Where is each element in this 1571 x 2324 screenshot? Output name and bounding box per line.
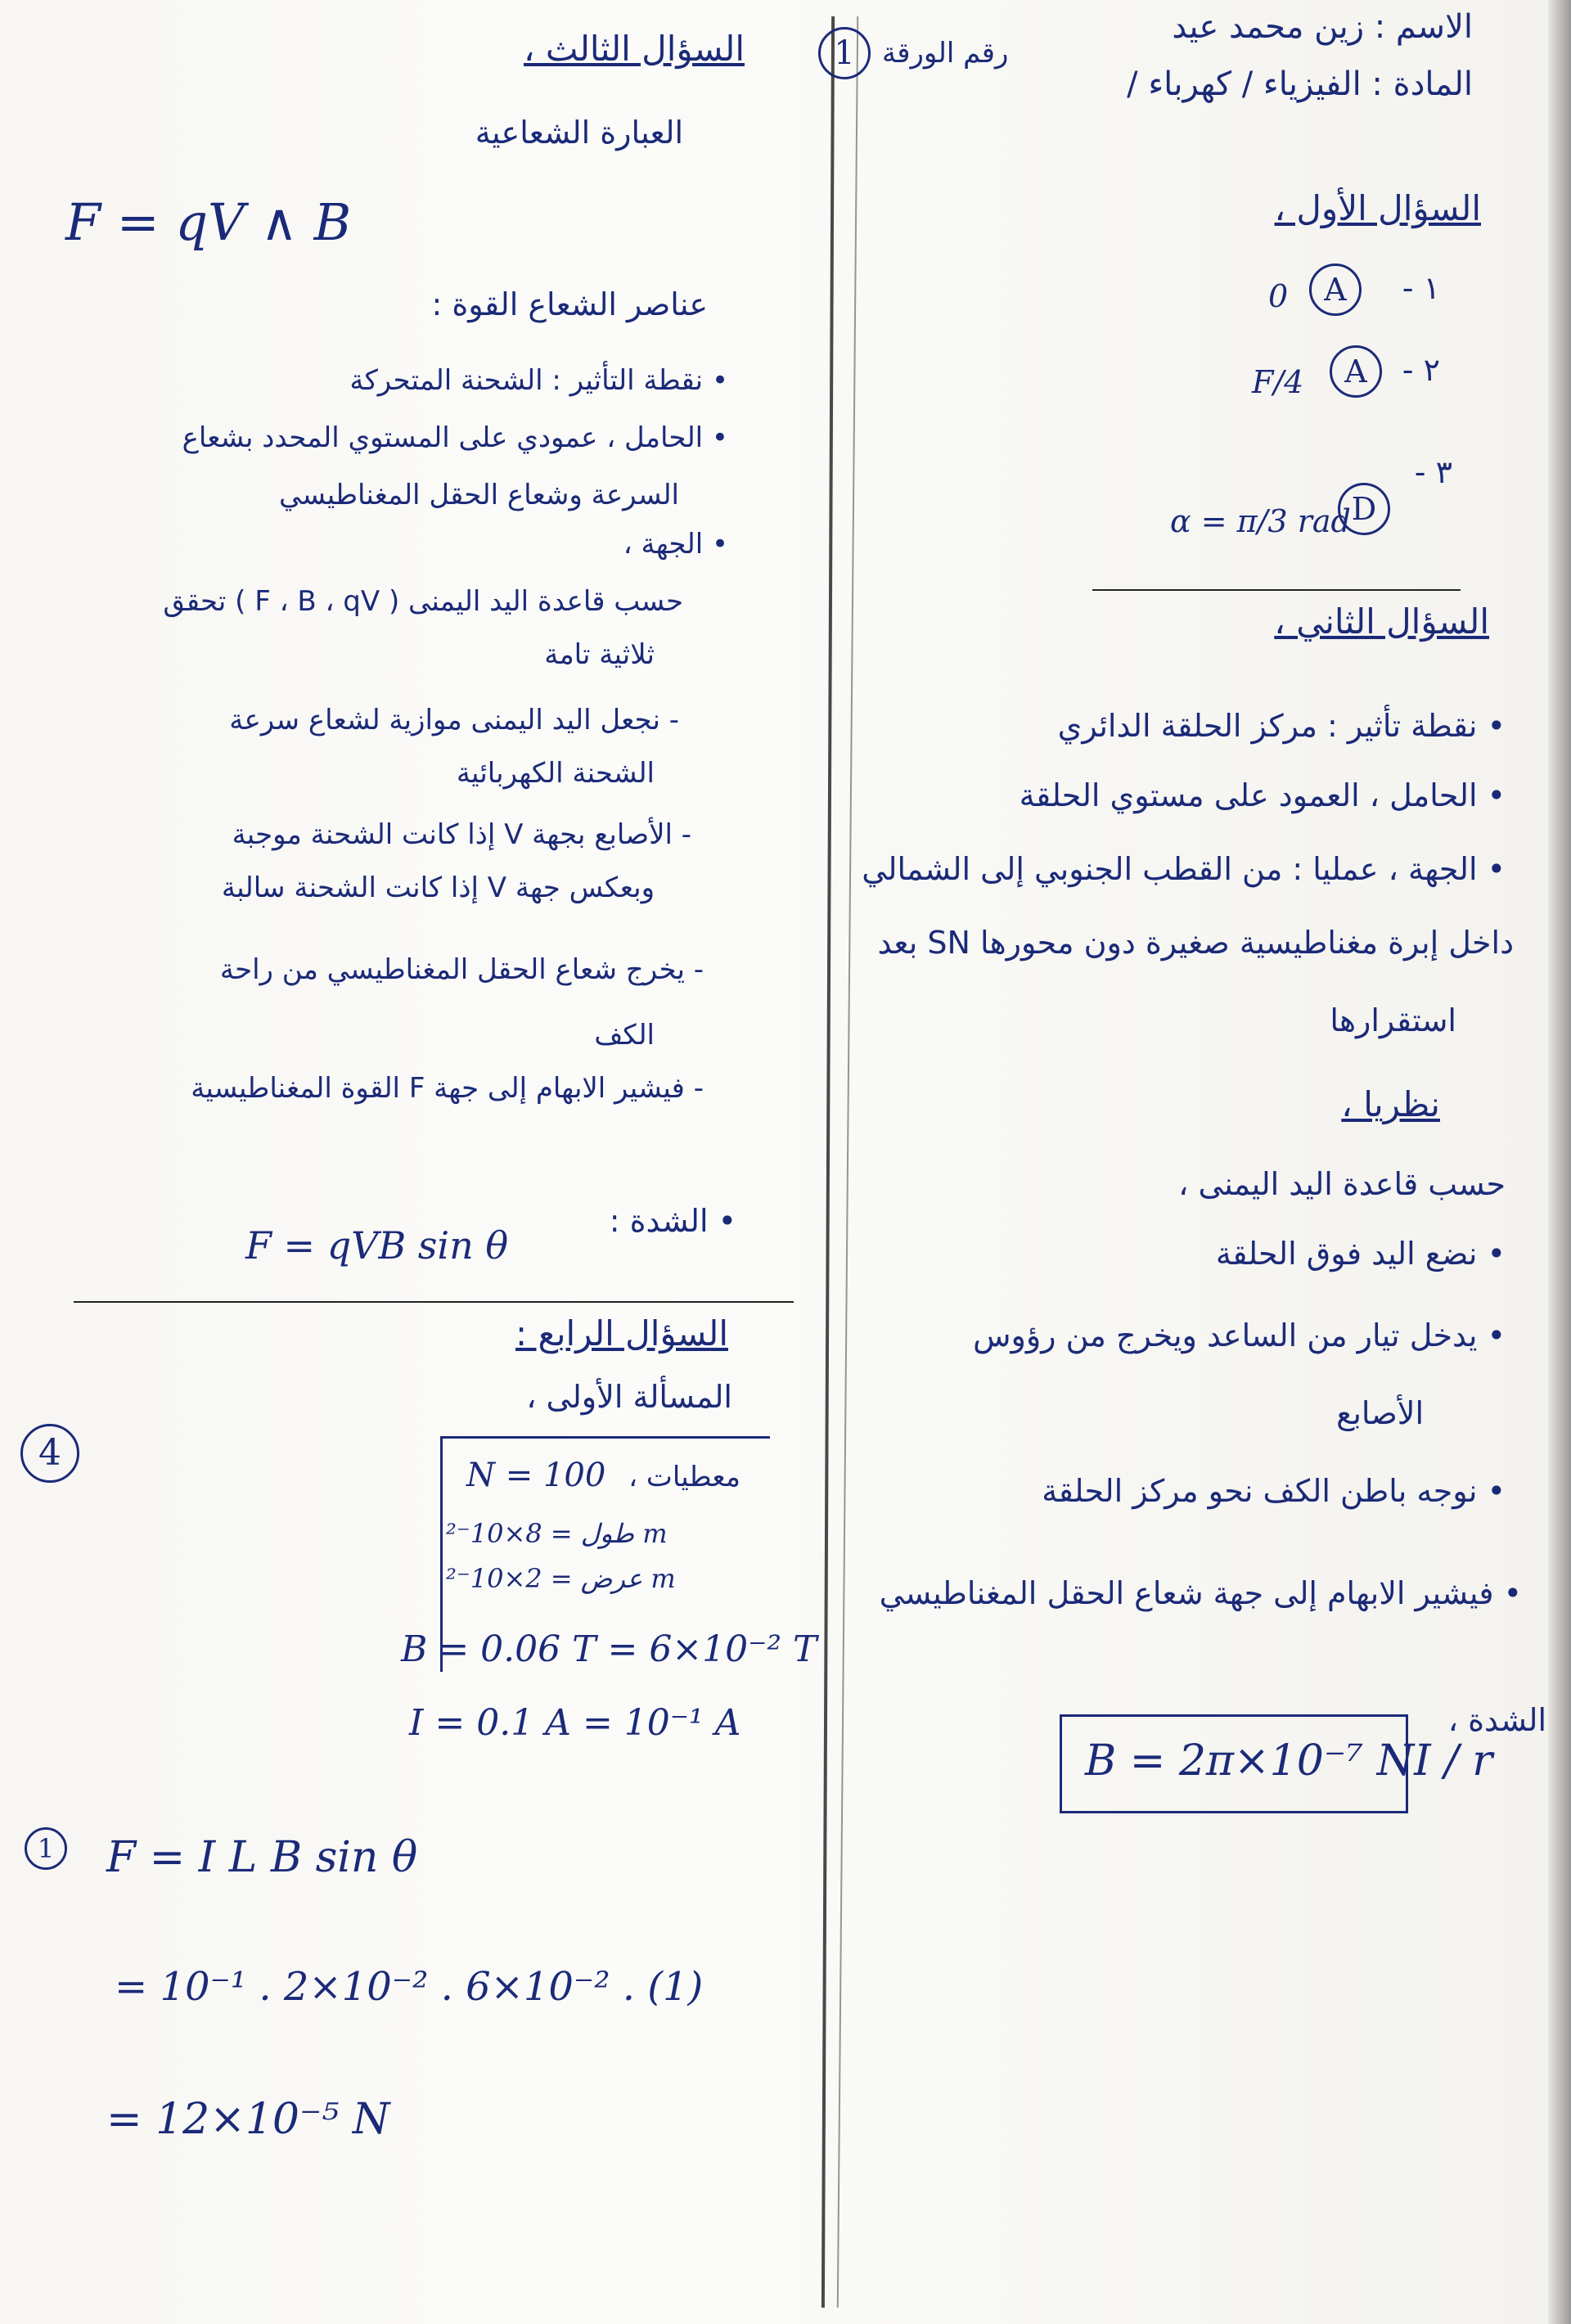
q3-subtitle: العبارة الشعاعية (475, 115, 683, 151)
q2-line-3: • الجهة ، عمليا : من القطب الجنوبي إلى الشمالي (862, 851, 1506, 887)
q1-separator (1092, 589, 1461, 591)
paper-number-label: رقم الورقة (882, 37, 1009, 70)
q2-formula: B = 2π×10⁻⁷ NI / r (1085, 1736, 1493, 1786)
q3-line-6: ثلاثية تامة (544, 638, 655, 671)
q3-vector-formula: F = qV ∧ B (65, 192, 352, 252)
q2-theory-line-3: • يدخل تيار من الساعد ويخرج من رؤوس (973, 1317, 1506, 1353)
q4-givens-label: معطيات ، (628, 1461, 740, 1493)
q3-line-12: الكف (594, 1019, 655, 1052)
q3-line-13: - فيشير الابهام إلى جهة F القوة المغناطيسية (191, 1072, 704, 1105)
q2-theory-line-2: • نضع اليد فوق الحلقة (1215, 1236, 1506, 1272)
q4-title: السؤال الرابع : (515, 1313, 728, 1353)
q4-given-4: B = 0.06 T = 6×10⁻² T (401, 1628, 817, 1670)
q3-line-3: السرعة وشعاع الحقل المغناطيسي (279, 479, 679, 511)
subject-line: المادة : الفيزياء / كهرباء / (1127, 65, 1473, 103)
q1-value-3: α = π/3 rad (1170, 503, 1351, 539)
q1-choice-1: A (1309, 263, 1362, 316)
q1-value-2: F/4 (1252, 364, 1304, 400)
q2-theory-line-6: • فيشير الابهام إلى جهة شعاع الحقل المغناطيسي (879, 1575, 1522, 1611)
paper-number-value: 1 (818, 27, 871, 79)
q3-intensity-label: • الشدة : (609, 1203, 736, 1239)
q2-line-4: داخل إبرة مغناطيسية صغيرة دون محورها SN بعد (877, 925, 1514, 961)
q3-line-11: - يخرج شعاع الحقل المغناطيسي من راحة (219, 953, 704, 986)
q2-intensity-label: الشدة ، (1447, 1702, 1546, 1738)
q2-line-5: استقرارها (1330, 1002, 1456, 1038)
q4-step-3: = 12×10⁻⁵ N (106, 2095, 390, 2144)
student-name: الاسم : زين محمد عيد (1172, 8, 1473, 46)
paper-number-block (818, 25, 1023, 82)
q4-given-2: طول = 8×10⁻² m (446, 1518, 668, 1549)
q3-line-8: الشحنة الكهربائية (456, 757, 655, 790)
q1-num-3: ٣ - (1414, 454, 1452, 490)
column-divider-secondary (837, 16, 858, 2308)
q4-given-3: عرض = 2×10⁻² m (446, 1563, 676, 1594)
paper-edge-shadow (1548, 0, 1571, 2324)
q1-title: السؤال الأول ، (1274, 188, 1481, 228)
q4-step-2: = 10⁻¹ . 2×10⁻² . 6×10⁻² . (1) (115, 1964, 704, 2010)
q2-theory-label: نظريا ، (1341, 1084, 1440, 1124)
q2-theory-line-1: حسب قاعدة اليد اليمنى ، (1178, 1166, 1506, 1202)
q3-line-7: - نجعل اليد اليمنى موازية لشعاع سرعة (229, 704, 679, 736)
q3-title: السؤال الثالث ، (523, 29, 745, 69)
q4-given-5: I = 0.1 A = 10⁻¹ A (409, 1702, 741, 1744)
q3-elements-title: عناصر الشعاع القوة : (431, 286, 708, 322)
q3-line-5: حسب قاعدة اليد اليمنى ( F ، B ، qV ) تحقق (163, 585, 683, 618)
q4-step-1: F = I L B sin θ (106, 1833, 418, 1882)
q3-intensity-formula: F = qVB sin θ (245, 1223, 509, 1268)
q4-given-1: N = 100 (466, 1457, 606, 1494)
column-divider (822, 16, 835, 2308)
q2-formula-box (1060, 1714, 1493, 1813)
q4-mark: 4 (20, 1424, 79, 1483)
q1-value-1: 0 (1268, 278, 1289, 314)
q3-line-2: • الحامل ، عمودي على المستوي المحدد بشعاع (182, 421, 728, 454)
q4-step-num: 1 (25, 1827, 67, 1870)
q2-title: السؤال الثاني ، (1274, 601, 1489, 642)
q1-num-2: ٢ - (1402, 352, 1440, 388)
q1-choice-2: A (1330, 345, 1382, 398)
q2-theory-line-5: • نوجه باطن الكف نحو مركز الحلقة (1042, 1473, 1506, 1509)
q2-line-1: • نقطة تأثير : مركز الحلقة الدائري (1057, 708, 1506, 744)
q3-separator (74, 1301, 794, 1303)
q2-line-2: • الحامل ، العمود على مستوي الحلقة (1019, 777, 1506, 813)
q3-line-1: • نقطة التأثير : الشحنة المتحركة (349, 364, 728, 397)
q1-choice-3: D (1338, 483, 1390, 535)
q4-problem: المسألة الأولى ، (526, 1379, 732, 1415)
q3-line-10: وبعكس جهة V إذا كانت الشحنة سالبة (221, 872, 655, 904)
q1-num-1: ١ - (1402, 270, 1440, 306)
q2-theory-line-4: الأصابع (1336, 1395, 1424, 1431)
q3-line-4: • الجهة ، (623, 528, 728, 561)
q3-line-9: - الأصابع بجهة V إذا كانت الشحنة موجبة (232, 818, 691, 851)
